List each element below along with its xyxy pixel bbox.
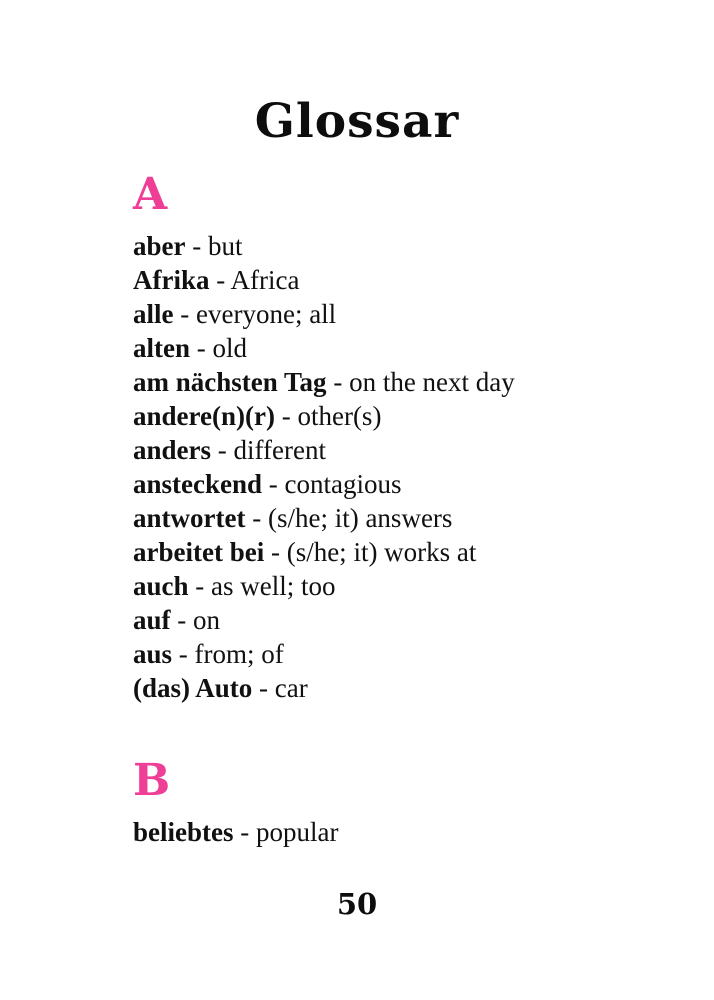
entry-definition: Africa	[230, 265, 300, 296]
entry-term: auch	[133, 571, 189, 602]
glossary-entry	[133, 569, 615, 603]
entry-separator: -	[211, 435, 234, 466]
glossary-entry	[133, 229, 615, 263]
entry-definition: contagious	[284, 469, 402, 500]
entry-separator: -	[172, 639, 195, 670]
glossary-entry	[133, 535, 615, 569]
entry-term: ansteckend	[133, 469, 263, 500]
glossary-entry	[133, 263, 615, 297]
entry-definition: as well; too	[211, 571, 336, 602]
entry-separator: -	[326, 367, 350, 398]
glossary-entry	[133, 331, 615, 365]
glossary-entry	[133, 671, 615, 705]
entry-term: (das) Auto	[133, 673, 253, 704]
entry-term: am nächsten Tag	[133, 367, 327, 398]
entry-term: antwortet	[133, 503, 246, 534]
entry-term: andere(n)(r)	[133, 401, 275, 432]
entry-definition: (s/he; it) answers	[267, 503, 453, 534]
glossary-section	[133, 757, 615, 849]
entry-term: arbeitet bei	[133, 537, 265, 568]
entry-definition: (s/he; it) works at	[286, 537, 477, 568]
glossary-content	[133, 171, 615, 849]
entry-term: beliebtes	[133, 817, 234, 848]
entry-separator: -	[262, 469, 285, 500]
entry-separator: -	[170, 605, 194, 636]
entry-definition: on	[193, 605, 221, 636]
entry-term: auf	[133, 605, 171, 636]
page-title: Glossar	[254, 94, 460, 149]
entry-term: aus	[133, 639, 173, 670]
entry-term: Afrika	[133, 265, 210, 296]
glossary-entry	[133, 501, 615, 535]
entry-definition: everyone; all	[196, 299, 337, 330]
entry-separator: -	[245, 503, 268, 534]
entry-definition: from; of	[194, 639, 284, 670]
page-number: 50	[336, 887, 378, 922]
glossary-entry	[133, 365, 615, 399]
glossary-entry	[133, 297, 615, 331]
entry-term: alle	[133, 299, 174, 330]
entry-term: aber	[133, 231, 186, 262]
entry-separator: -	[185, 231, 208, 262]
entry-definition: popular	[256, 817, 339, 848]
entry-separator: -	[173, 299, 196, 330]
entry-definition: old	[212, 333, 248, 364]
entry-separator: -	[264, 537, 287, 568]
glossary-entry	[133, 433, 615, 467]
entry-separator: -	[233, 817, 256, 848]
entry-separator: -	[190, 333, 213, 364]
entry-definition: but	[207, 231, 243, 262]
entry-separator: -	[209, 265, 231, 296]
glossary-entry	[133, 603, 615, 637]
glossary-entry	[133, 637, 615, 671]
entry-definition: other(s)	[297, 401, 382, 432]
glossary-section	[133, 171, 615, 705]
entry-term: anders	[133, 435, 212, 466]
glossary-entry	[133, 467, 615, 501]
section-letter: B	[133, 755, 171, 807]
entry-separator: -	[274, 401, 298, 432]
entry-separator: -	[188, 571, 212, 602]
entry-definition: car	[274, 673, 308, 704]
section-letter: A	[133, 169, 168, 221]
entry-definition: on the next day	[349, 367, 515, 398]
glossary-sections	[133, 171, 615, 849]
entry-definition: different	[233, 435, 326, 466]
entry-term: alten	[133, 333, 190, 364]
glossary-entry	[133, 815, 615, 849]
glossary-entry	[133, 399, 615, 433]
entry-separator: -	[252, 673, 275, 704]
